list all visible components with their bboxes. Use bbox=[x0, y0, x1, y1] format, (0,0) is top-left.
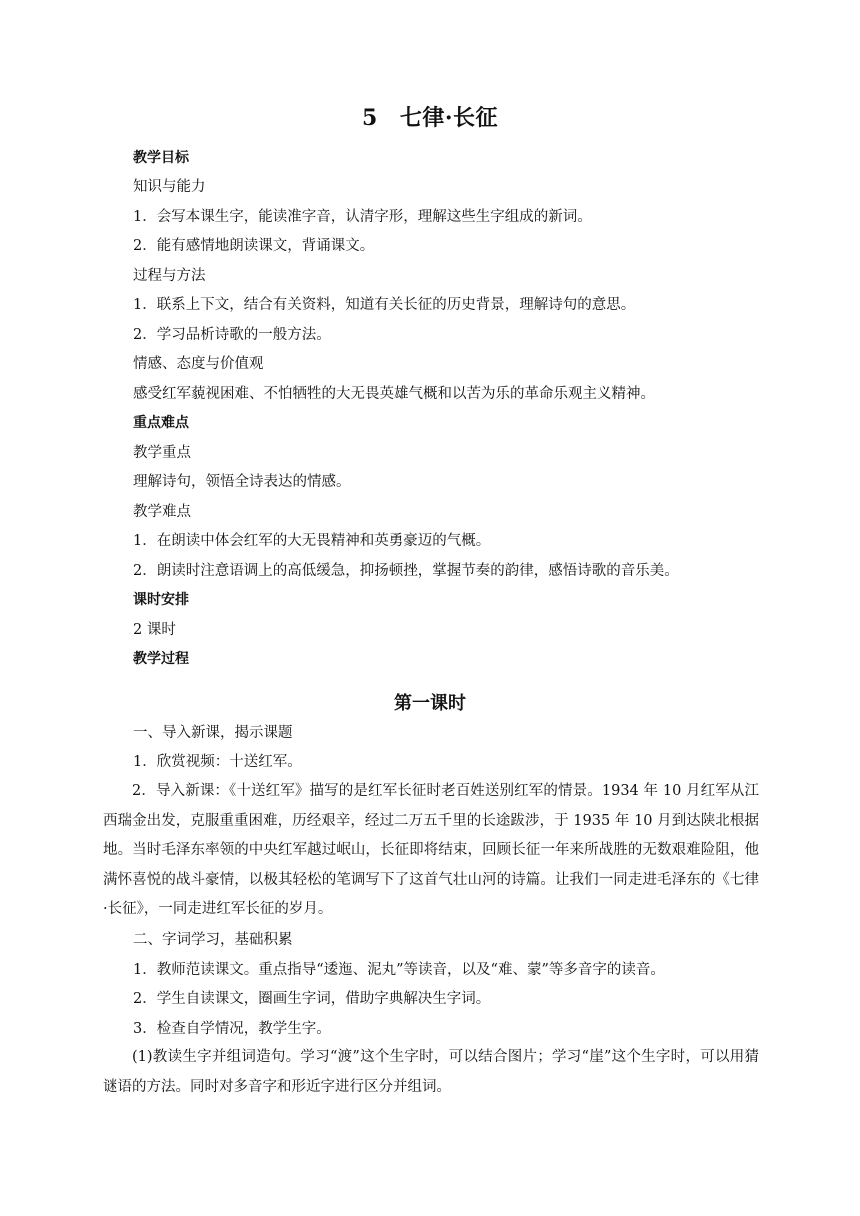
page-title bbox=[0, 101, 860, 132]
difficulty-item-2: 2．朗读时注意语调上的高低缓急，抑扬顿挫，掌握节奏的韵律，感悟诗歌的音乐美。 bbox=[133, 563, 679, 579]
lesson-number: 5 bbox=[362, 105, 378, 131]
part-1-heading: 一、导入新课，揭示课题 bbox=[133, 725, 293, 741]
part-2-heading: 二、字词学习，基础积累 bbox=[133, 932, 293, 948]
step-4: 2．学生自读课文，圈画生字词，借助字典解决生字词。 bbox=[133, 991, 491, 1007]
lesson-name: 七律·长征 bbox=[399, 105, 498, 131]
process-item-2: 2．学习品析诗歌的一般方法。 bbox=[133, 327, 331, 343]
lesson-title: 第一课时 bbox=[394, 693, 466, 714]
goal-item-2: 2．能有感情地朗读课文，背诵课文。 bbox=[133, 238, 375, 254]
step-1: 1．欣赏视频：十送红军。 bbox=[133, 754, 302, 770]
subheading-key: 教学重点 bbox=[133, 445, 191, 461]
subheading-process: 过程与方法 bbox=[133, 268, 206, 284]
step-2-paragraph: 2．导入新课：《十送红军》描写的是红军长征时老百姓送别红军的情景。1934 年 10 月红军从江西瑞金出发，克服重重困难，历经艰辛，经过二万五千里的长途跋涉，于 1935 年 10 月到达陕北根据地。当时毛泽东率领的中央红军越过岷山，长征即将结束，回顾长征一年来所战胜的无数艰难险阻，他满怀喜悦的战斗豪情，以极其轻松的笔调写下了这首气壮山河的诗篇。让我们一同走进毛泽东的《七律·长征》，一同走进红军长征的岁月。 bbox=[103, 783, 759, 917]
step-5: 3．检查自学情况，教学生字。 bbox=[133, 1021, 331, 1037]
heading-process: 教学过程 bbox=[133, 651, 189, 667]
key-text: 理解诗句，领悟全诗表达的情感。 bbox=[133, 474, 351, 490]
difficulty-item-1: 1．在朗读中体会红军的大无畏精神和英勇豪迈的气概。 bbox=[133, 533, 491, 549]
heading-schedule: 课时安排 bbox=[133, 592, 189, 608]
step-3: 1．教师范读课文。重点指导“逶迤、泥丸”等读音，以及“难、蒙”等多音字的读音。 bbox=[133, 962, 665, 978]
heading-key-points: 重点难点 bbox=[133, 415, 189, 431]
subheading-knowledge: 知识与能力 bbox=[133, 179, 206, 195]
subheading-emotion: 情感、态度与价值观 bbox=[133, 356, 264, 372]
process-item-1: 1．联系上下文，结合有关资料，知道有关长征的历史背景，理解诗句的意思。 bbox=[133, 297, 636, 313]
schedule-text: 2 课时 bbox=[133, 622, 176, 638]
step-6-paragraph: (1)教读生字并组词造句。学习“渡”这个生字时，可以结合图片；学习“崖”这个生字时，可以用猜谜语的方法。同时对多音字和形近字进行区分并组词。 bbox=[103, 1049, 759, 1095]
heading-teaching-goals: 教学目标 bbox=[133, 150, 189, 166]
goal-item-1: 1．会写本课生字，能读准字音，认清字形，理解这些生字组成的新词。 bbox=[133, 209, 592, 225]
emotion-text: 感受红军藐视困难、不怕牺牲的大无畏英雄气概和以苦为乐的革命乐观主义精神。 bbox=[133, 386, 655, 402]
subheading-difficulty: 教学难点 bbox=[133, 504, 191, 520]
